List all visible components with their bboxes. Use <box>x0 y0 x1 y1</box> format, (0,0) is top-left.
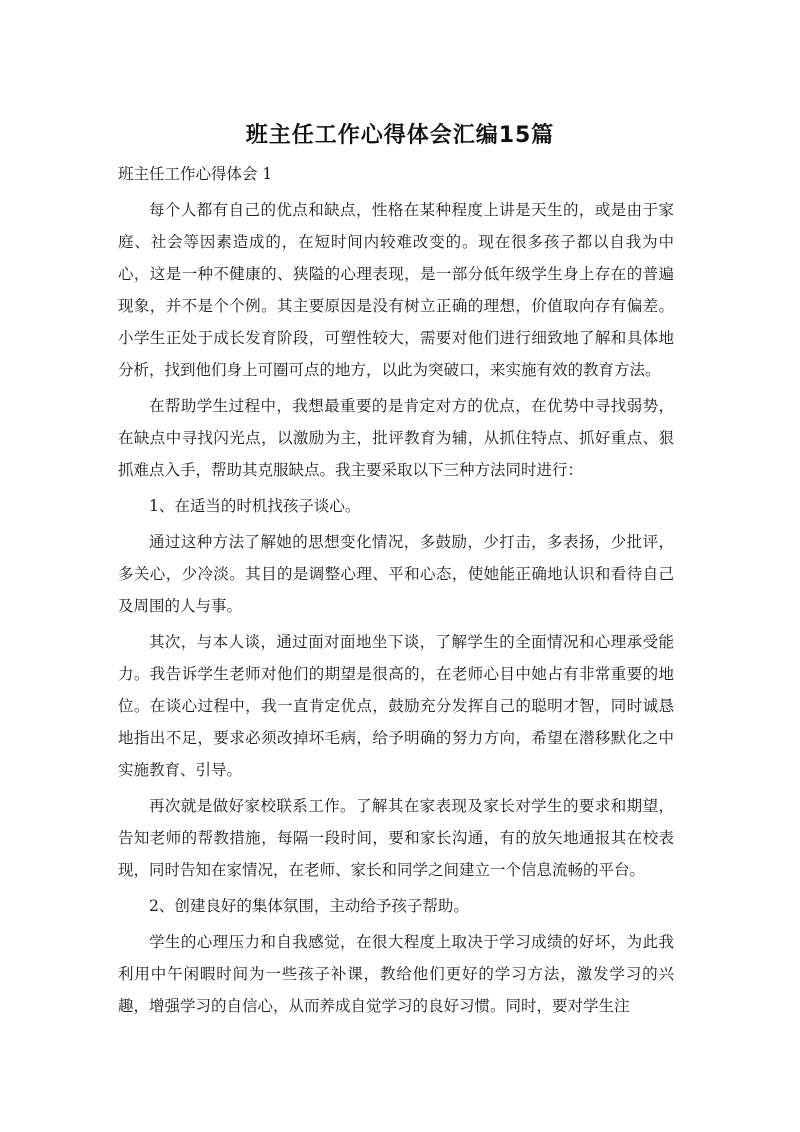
paragraph-5: 再次就是做好家校联系工作。了解其在家表现及家长对学生的要求和期望，告知老师的帮教措施，每隔一段时间，要和家长沟通，有的放矢地通报其在校表现，同时告知在家情况，在老师、家长和同学之间建立一个信息流畅的平台。 <box>118 797 674 879</box>
document-title: 班主任工作心得体会汇编15篇 <box>245 123 555 148</box>
method-item-1: 1、在适当的时机找孩子谈心。 <box>149 497 361 515</box>
paragraph-2: 在帮助学生过程中，我想最重要的是肯定对方的优点，在优势中寻找弱势，在缺点中寻找闪光点，以激励为主，批评教育为辅，从抓住特点、抓好重点、狠抓难点入手，帮助其克服缺点。我主要采取以下三种方法同时进行： <box>118 397 674 479</box>
method-item-2: 2、创建良好的集体氛围，主动给予孩子帮助。 <box>149 897 469 915</box>
paragraph-6: 学生的心理压力和自我感觉，在很大程度上取决于学习成绩的好坏，为此我利用中午闲暇时间为一些孩子补课，教给他们更好的学习方法，激发学习的兴趣，增强学习的自信心，从而养成自觉学习的良好习惯。同时，要对学生注 <box>118 933 674 1015</box>
paragraph-4: 其次，与本人谈，通过面对面地坐下谈，了解学生的全面情况和心理承受能力。我告诉学生老师对他们的期望是很高的，在老师心目中她占有非常重要的地位。在谈心过程中，我一直肯定优点，鼓励充分发挥自己的聪明才智，同时诚恳地指出不足，要求必须改掉坏毛病，给予明确的努力方向，希望在潜移默化之中实施教育、引导。 <box>118 633 674 779</box>
document-body <box>118 158 674 1022</box>
section-heading: 班主任工作心得体会 1 <box>118 165 273 183</box>
paragraph-3: 通过这种方法了解她的思想变化情况，多鼓励，少打击，多表扬，少批评，多关心，少冷淡。其目的是调整心理、平和心态，使她能正确地认识和看待自己及周围的人与事。 <box>118 533 674 615</box>
paragraph-1: 每个人都有自己的优点和缺点，性格在某种程度上讲是天生的，或是由于家庭、社会等因素造成的，在短时间内较难改变的。现在很多孩子都以自我为中心，这是一种不健康的、狭隘的心理表现，是一部分低年级学生身上存在的普遍现象，并不是个个例。其主要原因是没有树立正确的理想，价值取向存有偏差。小学生正处于成长发育阶段，可塑性较大，需要对他们进行细致地了解和具体地分析，找到他们身上可圈可点的地方，以此为突破口，来实施有效的教育方法。 <box>118 201 674 379</box>
